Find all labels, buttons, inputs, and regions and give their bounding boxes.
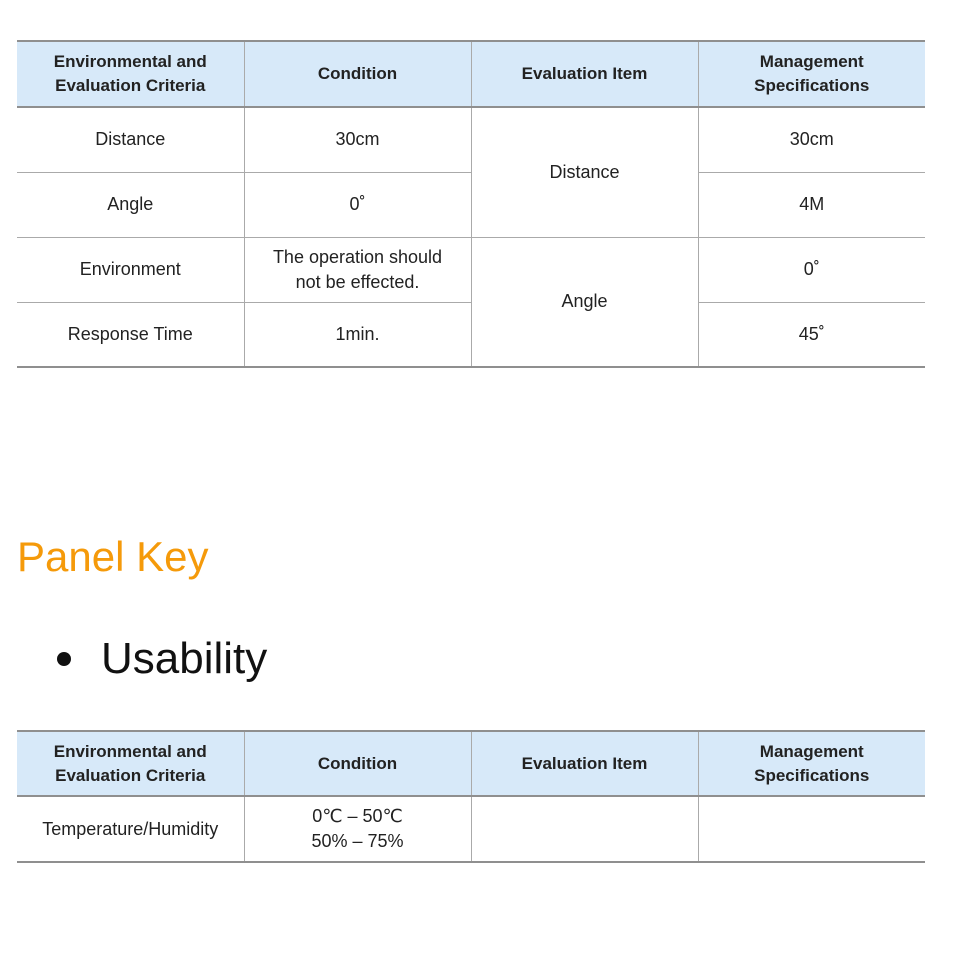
header-criteria: Environmental and Evaluation Criteria bbox=[17, 41, 244, 107]
bullet-item-usability bbox=[57, 632, 267, 686]
condition-cell: 30cm bbox=[244, 107, 471, 172]
header-condition: Condition bbox=[244, 41, 471, 107]
spec-cell bbox=[698, 796, 925, 862]
condition-cell: 0˚ bbox=[244, 172, 471, 237]
header-evaluation-item: Evaluation Item bbox=[471, 731, 698, 796]
bullet-icon bbox=[57, 652, 71, 666]
table-row bbox=[17, 796, 925, 862]
spec-cell: 4M bbox=[698, 172, 925, 237]
spec-cell: 0˚ bbox=[698, 237, 925, 302]
criteria-cell: Distance bbox=[17, 107, 244, 172]
criteria-cell: Environment bbox=[17, 237, 244, 302]
header-evaluation-item: Evaluation Item bbox=[471, 41, 698, 107]
environmental-criteria-table bbox=[17, 40, 925, 368]
criteria-cell: Temperature/Humidity bbox=[17, 796, 244, 862]
condition-cell: The operation should not be effected. bbox=[244, 237, 471, 302]
section-title: Panel Key bbox=[17, 533, 209, 580]
header-management-specifications: Management Specifications bbox=[698, 41, 925, 107]
table-header-row bbox=[17, 41, 925, 107]
criteria-cell: Angle bbox=[17, 172, 244, 237]
condition-cell: 1min. bbox=[244, 302, 471, 367]
table-row bbox=[17, 107, 925, 172]
criteria-cell: Response Time bbox=[17, 302, 244, 367]
header-management-specifications: Management Specifications bbox=[698, 731, 925, 796]
evaluation-item-cell bbox=[471, 796, 698, 862]
header-condition: Condition bbox=[244, 731, 471, 796]
bullet-label: Usability bbox=[101, 634, 268, 683]
spec-cell: 45˚ bbox=[698, 302, 925, 367]
evaluation-item-cell: Distance bbox=[471, 107, 698, 237]
evaluation-item-cell: Angle bbox=[471, 237, 698, 367]
spec-cell: 30cm bbox=[698, 107, 925, 172]
usability-criteria-table bbox=[17, 730, 925, 863]
condition-cell: 0℃ – 50℃ 50% – 75% bbox=[244, 796, 471, 862]
table-row bbox=[17, 237, 925, 302]
table-header-row bbox=[17, 731, 925, 796]
header-criteria: Environmental and Evaluation Criteria bbox=[17, 731, 244, 796]
